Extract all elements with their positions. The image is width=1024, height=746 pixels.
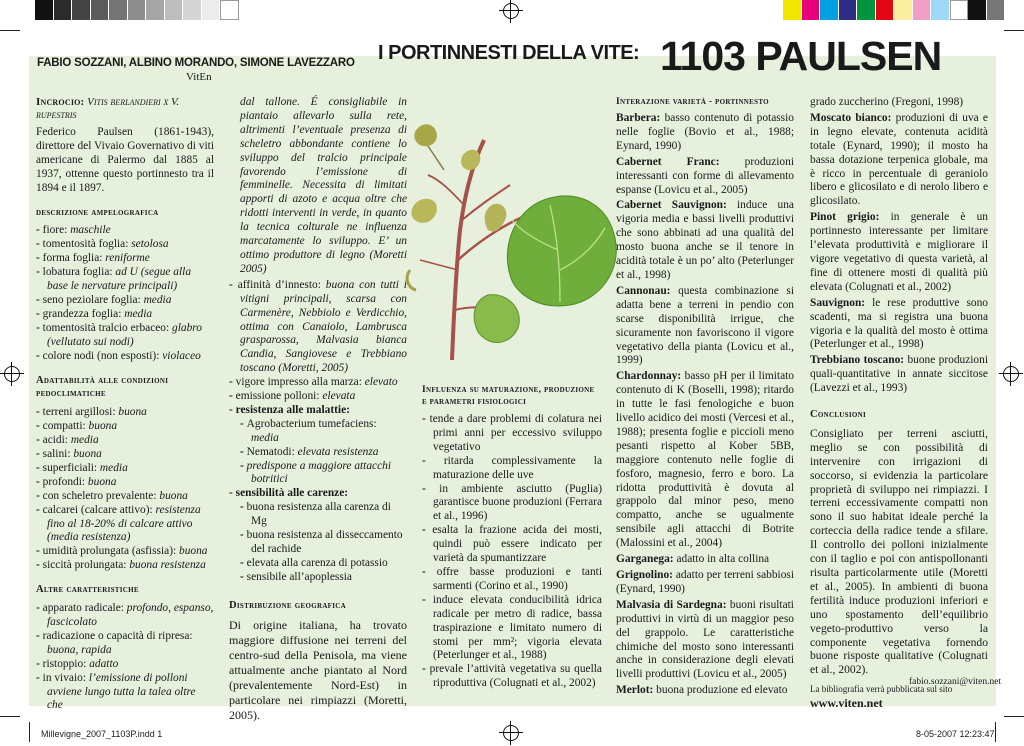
list-item: - vigore impresso alla marza: elevato [229, 376, 407, 390]
list-item: - ritarda complessivamente la maturazione delle uve [422, 455, 602, 483]
registration-mark-top-icon [503, 3, 519, 19]
incrocio-label: Incrocio: [36, 96, 85, 108]
list-item: - lobatura foglia: ad U (segue alla base le nervature principali) [36, 266, 214, 294]
list-item: - forma foglia: reniforme [36, 252, 214, 266]
color-calibration-bar [783, 0, 1005, 20]
column-3 [422, 384, 602, 691]
interaction-entry: Barbera: basso contenuto di potassio nelle foglie (Bovio et al., 1988; Eynard, 1990) [616, 112, 794, 152]
crop-mark [1004, 30, 1024, 31]
incrocio-value: Vitis berlandieri x V. rupestris [36, 96, 180, 121]
list-item: - buona resistenza alla carenza di Mg [229, 501, 407, 529]
list-item: - tende a dare problemi di colatura nei primi anni per eccessivo sviluppo vegetativo [422, 413, 602, 455]
grey-calibration-bar [35, 0, 239, 20]
authors: FABIO SOZZANI, ALBINO MORANDO, SIMONE LAVEZZARO [37, 57, 355, 69]
article-title: I PORTINNESTI DELLA VITE: [378, 42, 640, 64]
list-item: - in ambiente asciutto (Puglia) garantisce buone produzioni (Ferrara et al., 1996) [422, 483, 602, 525]
list-item: - Nematodi: elevata resistenza [229, 446, 407, 460]
list-item: - offre basse produzioni e tanti sarmenti (Corino et al., 1990) [422, 566, 602, 594]
column-2 [229, 96, 407, 725]
list-item: - affinità d’innesto: buona con tutti i vitigni principali, scarsa con Carmenère, Nebbiolo e Verdicchio, ottima con Canaiolo, Lambrusca grasparossa, Malvasia bianca Candia, Sangiovese e Trebbiano toscano (Moretti, 2005) [229, 279, 407, 376]
indd-filename: Millevigne_2007_1103P.indd 1 [41, 729, 163, 739]
organization: VitEn [186, 71, 212, 83]
list-item: - ristoppio: adatto [36, 658, 214, 672]
print-timestamp: 8-05-2007 12:23:47 [916, 729, 995, 739]
list-item: - profondi: buona [36, 476, 214, 490]
list-item: - calcarei (calcare attivo): resistenza fino al 18-20% di calcare attivo (media resistenza) [36, 504, 214, 546]
list-item: - grandezza foglia: media [36, 308, 214, 322]
list-item: - apparato radicale: profondo, espanso, fascicolato [36, 602, 214, 630]
crop-mark [0, 30, 20, 31]
interaction-entry: Cabernet Sauvignon: induce una vigoria media e bassi livelli produttivi che sono abbinati ad una qualità del mosto buona anche se il tenore in acidità totale è un po’ alto (Peterlunger et al., 1998) [616, 199, 794, 281]
list-item: - umidità prolungata (asfissia): buona [36, 545, 214, 559]
list-item: - induce elevata conducibilità idrica radicale per metro di radice, bassa traspirazione e limitato numero di stomi per mm²; vigoria elevata (Peterlunger et al., 1988) [422, 594, 602, 664]
conclusions-paragraph: Consigliato per terreni asciutti, meglio se con possibilità di intervenire con irrigazioni di soccorso, si evidenzia la particolare proprietà di sviluppo nei rimpiazzi. I terreni eccessivamente compatti non sono il suo habitat ideale perché la corteccia della radice tende a sfilare. Il controllo dei polloni inizialmente con il taglio e poi con antispollonanti risulta particolarmente utile (Moretti et al., 2005). In ambienti di buona fertilità induce produzioni inferiori e uno spostamento dell’equilibrio vegeto-produttivo verso la componente vegetativa fornendo buone risposte qualitative (Colugnati et al., 2002). [810, 426, 988, 677]
list-item: - seno peziolare foglia: media [36, 294, 214, 308]
column-4 [616, 96, 794, 700]
vine-shoot-illustration [400, 110, 625, 360]
col2-list [229, 279, 407, 585]
column-1 [36, 96, 214, 713]
registration-mark-bottom-icon [503, 725, 519, 741]
interaction-entry: Trebbiano toscano: buone produzioni quali-quantitative in annate siccitose (Lavezzi et al., 1993) [810, 354, 988, 395]
list-item: - sensibile all’apoplessia [229, 571, 407, 585]
interaction-entry: Cabernet Franc: produzioni interessanti con forme di allevamento espanse (Lovicu et al., 2005) [616, 155, 794, 196]
list-item: - terreni argillosi: buona [36, 406, 214, 420]
crop-mark [29, 722, 30, 742]
vivaio-continuation: dal tallone. É consigliabile in piantaio allevarlo sulla rete, altrimenti l’eventuale presenza di scheletro abbondante contiene lo sviluppo del tralcio principale favorendo l’emissione di femminelle. Necessita di limitati apporti di azoto e acqua oltre che ridotti interventi in verde, in quanto la tecnica colturale ne influenza marcatamente lo sviluppo. E’ un ottimo produttore di legno (Moretti 2005) [240, 96, 407, 275]
list-item: - esalta la frazione acida dei mosti, quindi può essere indicato per varietà da spumantizzare [422, 524, 602, 566]
distribution-paragraph: Di origine italiana, ha trovato maggiore diffusione nei terreni del centro-sud della Penisola, ma viene attualmente anche piantato al Nord (prevalentemente Nord-Est) in particolare nei rimpiazzi (Moretti, 2005). [229, 617, 407, 722]
list-item: - con scheletro prevalente: buona [36, 490, 214, 504]
interaction-entry: Moscato bianco: produzioni di uva e in legno elevate, contenuta acidità totale (Eynard, 1990); il mosto ha bassa dotazione terpenica globale, ma è ricco in percentuale di geraniolo libero e glicosilato e di nerolo libero e glicosilato. [810, 111, 988, 208]
interaction-entry: Cannonau: questa combinazione si adatta bene a terreni in pendio con scarse disponibilità irrigue, che sicuramente non favoriscono il vigore vegetativo della pianta (Lovicu et al., 1999) [616, 284, 794, 367]
author-email[interactable]: fabio.sozzani@viten.net [909, 677, 1002, 687]
list-item: - in vivaio: l’emissione di polloni avviene lungo tutta la talea oltre che [36, 672, 214, 714]
bibliography-note: La bibliografia verrà pubblicata sul sito www.viten.net [810, 684, 953, 711]
interaction-entry: Merlot: buona produzione ed elevato [616, 684, 788, 697]
altre-list [36, 602, 214, 713]
list-item: - acidi: media [36, 434, 214, 448]
website-link[interactable]: www.viten.net [810, 696, 883, 711]
adatt-list [36, 406, 214, 573]
list-item: - siccità prolungata: buona resistenza [36, 559, 214, 573]
interaction-entry: Sauvignon: le rese produttive sono scadenti, ma si registra una buona vigoria e la qualità del mosto è ottima (Peterlunger et al., 1998) [810, 296, 988, 351]
interaction-entry: Garganega: adatto in alta collina [616, 553, 770, 566]
registration-mark-left-icon [4, 366, 20, 382]
column-5 [810, 96, 988, 714]
list-item: - colore nodi (non esposti): violaceo [36, 350, 214, 364]
registration-mark-right-icon [1003, 366, 1019, 382]
list-item: - resistenza alle malattie: [229, 404, 407, 418]
crop-mark [1004, 716, 1024, 717]
interaction-entry: Chardonnay: basso pH per il limitato contenuto di K (Boselli, 1998); ritardo in tutte le fasi fenologiche e buon livello acidico dei mosti (Vercesi et al., 1988); presenta foglie e piccioli meno pesanti rispetto al Kober 5BB, maggiore contenuto nelle foglie di fosforo, magnesio, ferro e boro. La ridotta produttività è dovuta al grappolo dal minor peso, meno compatto, anche se ugualmente sensibile agli attacchi di Botrite (Malossini et al., 2004) [616, 370, 794, 550]
descr-list [36, 224, 214, 363]
list-item: - emissione polloni: elevata [229, 390, 407, 404]
list-item: - elevata alla carenza di potassio [229, 557, 407, 571]
list-item: - buona resistenza al disseccamento del rachide [229, 529, 407, 557]
crop-mark [0, 716, 20, 717]
interaction-entry: Pinot grigio: in generale è un portinnesto interessante per limitare l’elevata produttività e migliorare il vigore vegetativo di questa varietà, al fine di ottenere mosti di qualità più elevata (Colugnati et al., 2002) [810, 211, 988, 293]
section-heading: Distribuzione geografica [229, 599, 346, 611]
section-heading: descrizione ampelografica [36, 206, 159, 218]
section-heading: Interazione varietà - portinnesto [616, 97, 769, 107]
interaction-continuation: grado zuccherino (Fregoni, 1998) [810, 96, 964, 108]
intro-paragraph: Federico Paulsen (1861-1943), direttore del Vivaio Governativo di viti americane di Palermo dal 1885 al 1937, ottenne questo portinnesto tra il 1894 e il 1897. [36, 126, 214, 194]
list-item: - salini: buona [36, 448, 214, 462]
section-heading: Influenza su maturazione, produzione e parametri fisiologici [422, 385, 595, 407]
article-title-rootstock: 1103 PAULSEN [660, 33, 942, 79]
influenza-list [422, 413, 602, 691]
list-item: - tomentosità foglia: setolosa [36, 238, 214, 252]
interaction-entry: Malvasia di Sardegna: buoni risultati produttivi in virtù di un maggior peso del grappolo. Le caratteristiche chimiche del mosto sono interessanti anche in considerazione degli elevati livelli produttivi (Lovicu et al., 2005) [616, 598, 794, 681]
crop-mark [995, 722, 996, 742]
list-item: - fiore: maschile [36, 224, 214, 238]
list-item: - prevale l’attività vegetativa su quella riproduttiva (Colugnati et al., 2002) [422, 663, 602, 691]
section-heading: Conclusioni [810, 409, 867, 421]
interaction-entry: Grignolino: adatto per terreni sabbiosi (Eynard, 1990) [616, 569, 794, 595]
list-item: - compatti: buona [36, 420, 214, 434]
list-item: - sensibilità alle carenze: [229, 487, 407, 501]
list-item: - radicazione o capacità di ripresa: buona, rapida [36, 630, 214, 658]
list-item: - superficiali: media [36, 462, 214, 476]
section-heading: Adattabilità alle condizioni pedoclimatiche [36, 374, 169, 400]
list-item: - Agrobacterium tumefaciens: media [229, 418, 407, 446]
section-heading: Altre caratteristiche [36, 584, 139, 596]
list-item: - predispone a maggiore attacchi botritici [229, 460, 407, 488]
list-item: - tomentosità tralcio erbaceo: glabro (vellutato sui nodi) [36, 322, 214, 350]
